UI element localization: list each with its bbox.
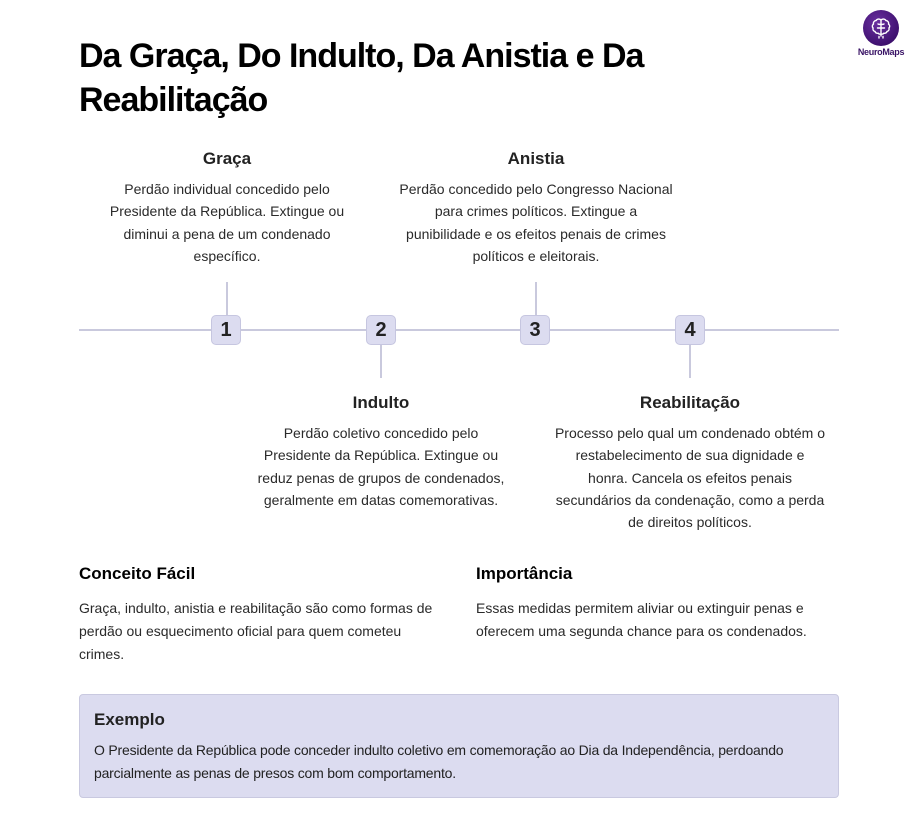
timeline-axis — [79, 329, 839, 331]
timeline-node-3: 3 — [520, 315, 550, 345]
example-box — [79, 694, 839, 798]
connector-4 — [689, 345, 691, 378]
example-heading: Exemplo — [94, 710, 165, 729]
timeline-node-1: 1 — [211, 315, 241, 345]
timeline-node-4: 4 — [675, 315, 705, 345]
event-title: Reabilitação — [639, 393, 741, 412]
event-title: Indulto — [352, 393, 410, 412]
brand-logo — [852, 10, 910, 57]
page-title: Da Graça, Do Indulto, Da Anistia e Da Reabilitação — [79, 37, 644, 119]
connector-1 — [226, 282, 228, 315]
section-text: Essas medidas permitem aliviar ou extinguir penas e oferecem uma segunda chance para os condenados. — [476, 600, 807, 639]
example-text: O Presidente da República pode conceder indulto coletivo em comemoração ao Dia da Independência, perdoando parcialmente as penas de presos com bom comportamento. — [94, 742, 784, 781]
event-reabilitacao — [554, 392, 826, 533]
event-description: Perdão coletivo concedido pelo Presidente da República. Extingue ou reduz penas de grupos de condenados, geralmente em datas comemorativas. — [257, 425, 505, 508]
section-heading: Conceito Fácil — [79, 564, 196, 583]
brain-icon — [863, 10, 899, 46]
event-anistia — [398, 148, 674, 267]
connector-2 — [380, 345, 382, 378]
connector-3 — [535, 282, 537, 315]
event-title: Anistia — [507, 149, 565, 168]
event-title: Graça — [202, 149, 252, 168]
timeline-node-2: 2 — [366, 315, 396, 345]
section-heading: Importância — [476, 564, 573, 583]
event-description: Processo pelo qual um condenado obtém o restabelecimento de sua dignidade e honra. Cancela os efeitos penais secundários da condenação, como a perda de direitos políticos. — [554, 425, 826, 531]
section-text: Graça, indulto, anistia e reabilitação são como formas de perdão ou esquecimento oficial para quem cometeu crimes. — [79, 600, 433, 662]
event-description: Perdão concedido pelo Congresso Nacional para crimes políticos. Extingue a punibilidade e os efeitos penais de crimes políticos e eleitorais. — [399, 181, 673, 264]
section-concept — [79, 563, 449, 666]
event-graca — [97, 148, 357, 267]
event-indulto — [250, 392, 512, 511]
brand-name: NeuroMaps — [857, 47, 905, 57]
section-importance — [476, 563, 838, 643]
event-description: Perdão individual concedido pelo Presidente da República. Extingue ou diminui a pena de um condenado específico. — [109, 181, 345, 264]
